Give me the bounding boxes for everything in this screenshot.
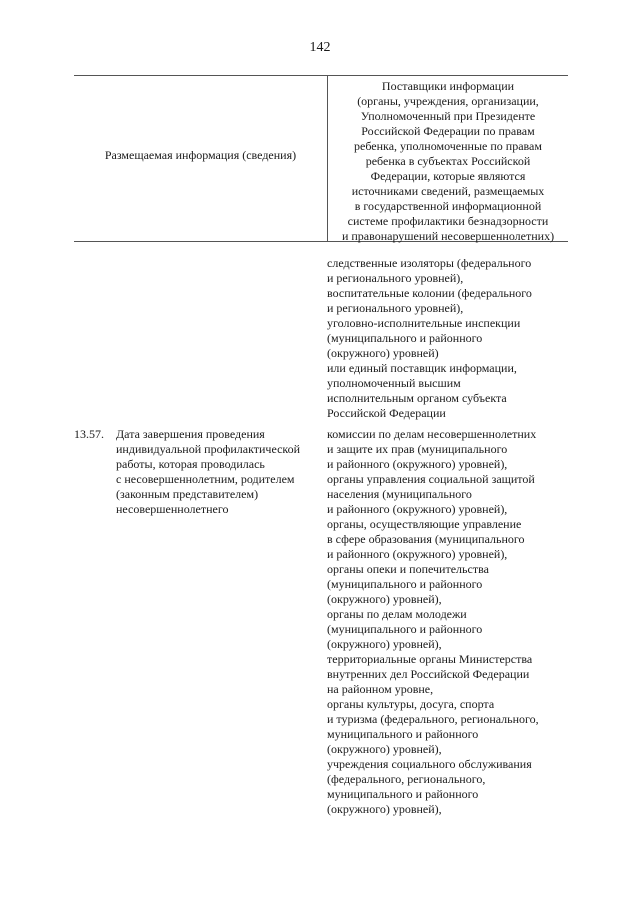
- header-line: Федерации, которые являются: [370, 169, 526, 183]
- table-top-rule: [74, 75, 568, 76]
- text-line: (муниципального и районного: [327, 577, 483, 591]
- text-line: несовершеннолетнего: [116, 502, 229, 516]
- text-line: с несовершеннолетним, родителем: [116, 472, 295, 486]
- text-line: (окружного) уровней),: [327, 637, 442, 651]
- text-line: муниципального и районного: [327, 727, 479, 741]
- text-line: (окружного) уровней),: [327, 742, 442, 756]
- text-line: учреждения социального обслуживания: [327, 757, 532, 771]
- row-suppliers: [327, 427, 568, 817]
- header-suppliers-column: [328, 79, 568, 244]
- text-line: органы культуры, досуга, спорта: [327, 697, 495, 711]
- text-line: и защите их прав (муниципального: [327, 442, 508, 456]
- text-line: органы, осуществляющие управление: [327, 517, 522, 531]
- header-line: Поставщики информации: [381, 79, 515, 93]
- text-line: органы по делам молодежи: [327, 607, 467, 621]
- text-line: воспитательные колонии (федерального: [327, 286, 532, 300]
- header-line: Российской Федерации по правам: [361, 124, 535, 138]
- text-line: уголовно-исполнительные инспекции: [327, 316, 521, 330]
- text-line: (окружного) уровней),: [327, 592, 442, 606]
- text-line: (окружного) уровней): [327, 346, 439, 360]
- text-line: индивидуальной профилактической: [116, 442, 301, 456]
- header-line: в государственной информационной: [354, 199, 542, 213]
- text-line: внутренних дел Российской Федерации: [327, 667, 530, 681]
- text-line: в сфере образования (муниципального: [327, 532, 525, 546]
- text-line: территориальные органы Министерства: [327, 652, 533, 666]
- text-line: Дата завершения проведения: [116, 427, 265, 441]
- text-line: органы опеки и попечительства: [327, 562, 489, 576]
- header-line: и правонарушений несовершеннолетних): [341, 229, 555, 243]
- text-line: комиссии по делам несовершеннолетних: [327, 427, 537, 441]
- page-number: 142: [309, 40, 331, 55]
- text-line: и районного (окружного) уровней),: [327, 547, 508, 561]
- text-line: (окружного) уровней),: [327, 802, 442, 816]
- header-info-column: Размещаемая информация (сведения): [104, 148, 297, 162]
- header-line: системе профилактики безнадзорности: [347, 214, 549, 228]
- header-line: источниками сведений, размещаемых: [351, 184, 545, 198]
- text-line: органы управления социальной защитой: [327, 472, 535, 486]
- text-line: и районного (окружного) уровней),: [327, 457, 508, 471]
- text-line: и районного (окружного) уровней),: [327, 502, 508, 516]
- text-line: на районном уровне,: [327, 682, 434, 696]
- text-line: следственные изоляторы (федерального: [327, 256, 532, 270]
- header-line: ребенка, уполномоченные по правам: [354, 139, 542, 153]
- header-line: Уполномоченный при Президенте: [360, 109, 536, 123]
- text-line: или единый поставщик информации,: [327, 361, 517, 375]
- text-line: и регионального уровней),: [327, 301, 464, 315]
- text-line: Российской Федерации: [327, 406, 446, 420]
- text-line: (муниципального и районного: [327, 622, 483, 636]
- header-line: ребенка в субъектах Российской: [365, 154, 531, 168]
- header-line: (органы, учреждения, организации,: [357, 94, 539, 108]
- text-line: работы, которая проводилась: [116, 457, 265, 471]
- text-line: уполномоченный высшим: [327, 376, 461, 390]
- text-line: (федерального, регионального,: [327, 772, 486, 786]
- text-line: населения (муниципального: [327, 487, 472, 501]
- text-line: (законным представителем): [116, 487, 259, 501]
- text-line: муниципального и районного: [327, 787, 479, 801]
- continuation-suppliers: [327, 256, 568, 421]
- text-line: (муниципального и районного: [327, 331, 483, 345]
- row-number: 13.57.: [74, 427, 104, 441]
- text-line: и регионального уровней),: [327, 271, 464, 285]
- text-line: исполнительным органом субъекта: [327, 391, 507, 405]
- text-line: и туризма (федерального, регионального,: [327, 712, 539, 726]
- row-description: [116, 427, 322, 517]
